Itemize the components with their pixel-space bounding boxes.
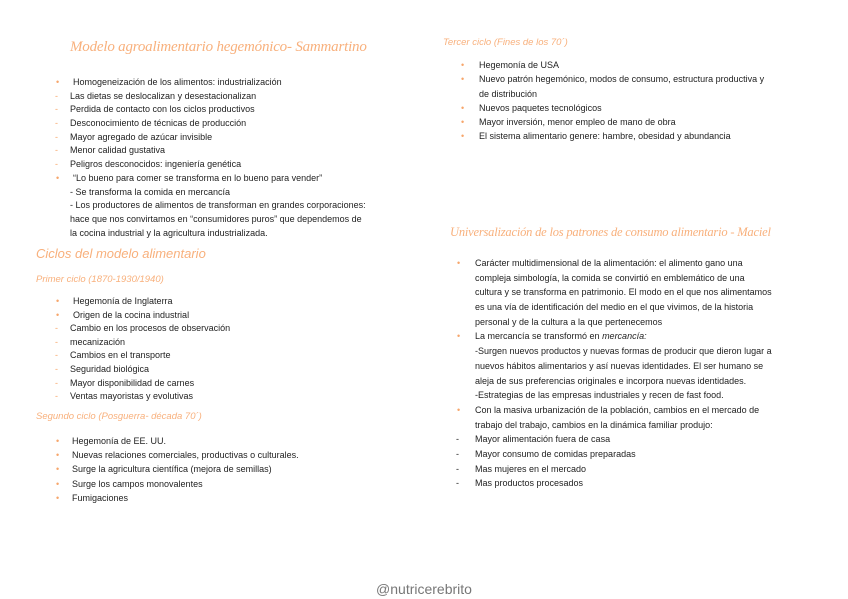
list-item-text: Con la masiva urbanización de la población, cambios en el mercado de [475,404,760,415]
list-item-text: Las dietas se deslocalizan y desestacionalizan [70,90,257,101]
list-item [457,300,772,315]
list-item-text: Nuevos paquetes tecnológicos [479,102,602,113]
dash-icon: - [55,391,58,402]
bullet-icon: • [56,450,60,461]
list-item-text: Hegemonía de EE. UU. [72,436,167,446]
list-item [461,101,764,115]
dash-icon: - [55,336,58,347]
list-item [457,447,772,462]
list-item-text: Cambio en los procesos de observación [70,323,231,334]
list-item-text: Mayor disponibilidad de carnes [70,377,195,388]
third-cycle-heading: Tercer ciclo (Fines de los 70´) [443,37,568,48]
bullet-icon: • [461,117,465,128]
list-item-text: Peligros desconocidos: ingeniería genética [70,159,242,170]
list-item-text: Menor calidad gustativa [70,145,166,156]
list-item [56,90,366,104]
dash-icon: - [456,434,459,445]
list-item [56,103,366,117]
list-item-text: La mercancía se transformó en [475,331,603,342]
list-item [56,336,230,350]
list-item-text: Mayor agregado de azúcar invisible [70,131,213,142]
list-item [56,295,230,309]
list-item-text: Nuevas relaciones comerciales, productivas o culturales. [72,450,299,461]
list-item-text: hace que nos convirtamos en “consumidores puros” que dependemos de [70,213,362,224]
list-item [56,172,366,186]
list-item-text: Origen de la cocina industrial [73,309,190,320]
first-cycle-list [56,295,230,404]
list-item-text: -Estrategias de las empresas industriales y recen de fast food. [475,390,724,401]
list-item [457,329,772,344]
list-item [457,359,772,374]
list-item [56,448,299,462]
section-title-modelo: Modelo agroalimentario hegemónico- Sammartino [70,39,367,55]
list-item-text: Cambios en el transporte [70,350,171,361]
list-item-text: - Se transforma la comida en mercancía [70,186,231,197]
dash-icon: - [55,90,58,101]
list-item-text: Mas mujeres en el mercado [475,463,587,474]
list-item-text: Surge los campos monovalentes [72,478,203,489]
second-cycle-list [56,434,299,505]
list-item [457,418,772,433]
list-item [461,129,764,143]
list-item-text: cultura y se transforma en patrimonio. El modo en el que nos alimentamos [475,287,772,298]
list-item-text: Fumigaciones [72,492,129,503]
dash-icon: - [456,478,459,489]
first-cycle-heading: Primer ciclo (1870-1930/1940) [36,274,164,285]
list-item [56,117,366,131]
list-item-text: - Los productores de alimentos de transforman en grandes corporaciones: [70,200,366,211]
list-item [461,115,764,129]
list-item-text: Mayor inversión, menor empleo de mano de obra [479,117,676,128]
list-item [56,309,230,323]
bullet-icon: • [457,331,461,342]
list-item-text: Mas productos procesados [475,478,584,489]
list-item [56,390,230,404]
list-item-text: Homogeneización de los alimentos: industrialización [73,77,282,87]
list-item-text: nuevos hábitos alimentarios y así nuevas identidades. El ser humano se [475,360,764,371]
bullet-icon: • [457,404,461,415]
list-item-text: -Surgen nuevos productos y nuevas formas de producir que dieron lugar a [475,346,772,357]
list-item-text: mecanización [70,336,126,347]
list-item [457,315,772,330]
bullet-icon: • [56,436,60,446]
list-item-text: personal y de la cultura a la que pertenecemos [475,316,663,327]
list-item [56,186,366,200]
list-item-text: Perdida de contacto con los ciclos productivos [70,104,255,115]
left-main-list [56,76,366,240]
bullet-icon: • [56,172,60,183]
dash-icon: - [55,377,58,388]
list-item [56,377,230,391]
list-item [457,462,772,477]
bullet-icon: • [56,492,60,503]
bullet-icon: • [457,258,461,268]
dash-icon: - [55,363,58,374]
list-item [457,344,772,359]
cycles-heading: Ciclos del modelo alimentario [36,246,206,261]
bullet-icon: • [461,60,465,70]
list-item-text: “Lo bueno para comer se transforma en lo bueno para vender” [73,172,323,183]
dash-icon: - [55,323,58,334]
dash-icon: - [55,104,58,115]
list-item-text: El sistema alimentario genere: hambre, obesidad y abundancia [479,131,731,142]
list-item-text: Desconocimiento de técnicas de producción [70,118,247,129]
bullet-icon: • [56,478,60,489]
list-item-text: la cocina industrial y la agricultura industrializada. [70,227,268,238]
list-item-text: es una vía de identificación del medio en el que vivimos, de la historia [475,302,754,313]
dash-icon: - [55,131,58,142]
list-item-text: Carácter multidimensional de la alimentación: el alimento gano una [475,258,743,268]
bullet-icon: • [56,77,60,87]
list-item-text: Ventas mayoristas y evolutivas [70,391,194,402]
list-item-text: Surge la agricultura científica (mejora de semillas) [72,464,272,475]
list-item-text: aleja de sus preferencias originales e incorpora nuevas identidades. [475,375,747,386]
list-item [56,322,230,336]
list-item [457,432,772,447]
list-item [56,434,299,448]
list-item [56,477,299,491]
list-item [457,256,772,271]
list-item [56,462,299,476]
footer-handle: @nutricerebrito [376,581,472,597]
list-item-text: Mayor alimentación fuera de casa [475,434,611,445]
list-item [457,285,772,300]
list-item-text: Mayor consumo de comidas preparadas [475,448,636,459]
list-item-text: Seguridad biológica [70,363,150,374]
list-item [56,491,299,505]
list-item [56,349,230,363]
list-item-text: Hegemonía de USA [479,60,560,70]
dash-icon: - [55,145,58,156]
dash-icon: - [456,448,459,459]
list-item [56,199,366,213]
list-item-text: Hegemonía de Inglaterra [73,296,173,306]
dash-icon: - [55,350,58,361]
list-item [457,476,772,491]
list-item [457,388,772,403]
bullet-icon: • [56,464,60,475]
list-item [461,87,764,101]
list-item [56,131,366,145]
list-item [457,374,772,389]
section-title-universalizacion: Universalización de los patrones de consumo alimentario - Maciel [450,225,771,239]
list-item [457,271,772,286]
universalizacion-list [457,256,772,491]
dash-icon: - [55,118,58,129]
list-item-text: de distribución [479,88,538,99]
bullet-icon: • [461,102,465,113]
list-item [457,403,772,418]
list-item [56,144,366,158]
bullet-icon: • [56,296,60,306]
list-item-italic: mercancía: [602,331,647,342]
third-cycle-list [461,58,764,144]
list-item-text: trabajo del trabajo, cambios en la dinámica familiar produjo: [475,419,713,430]
list-item [56,76,366,90]
list-item [56,363,230,377]
list-item [56,213,366,227]
second-cycle-heading: Segundo ciclo (Posguerra- década 70´) [36,411,202,422]
list-item [56,158,366,172]
list-item-text: compleja simbología, la comida se convirtió en emblemático de una [475,272,745,283]
list-item [461,58,764,72]
dash-icon: - [456,463,459,474]
list-item-text: Nuevo patrón hegemónico, modos de consumo, estructura productiva y [479,74,765,85]
bullet-icon: • [56,309,60,320]
bullet-icon: • [461,74,465,85]
bullet-icon: • [461,131,465,142]
list-item [56,227,366,241]
list-item [461,72,764,86]
dash-icon: - [55,159,58,170]
